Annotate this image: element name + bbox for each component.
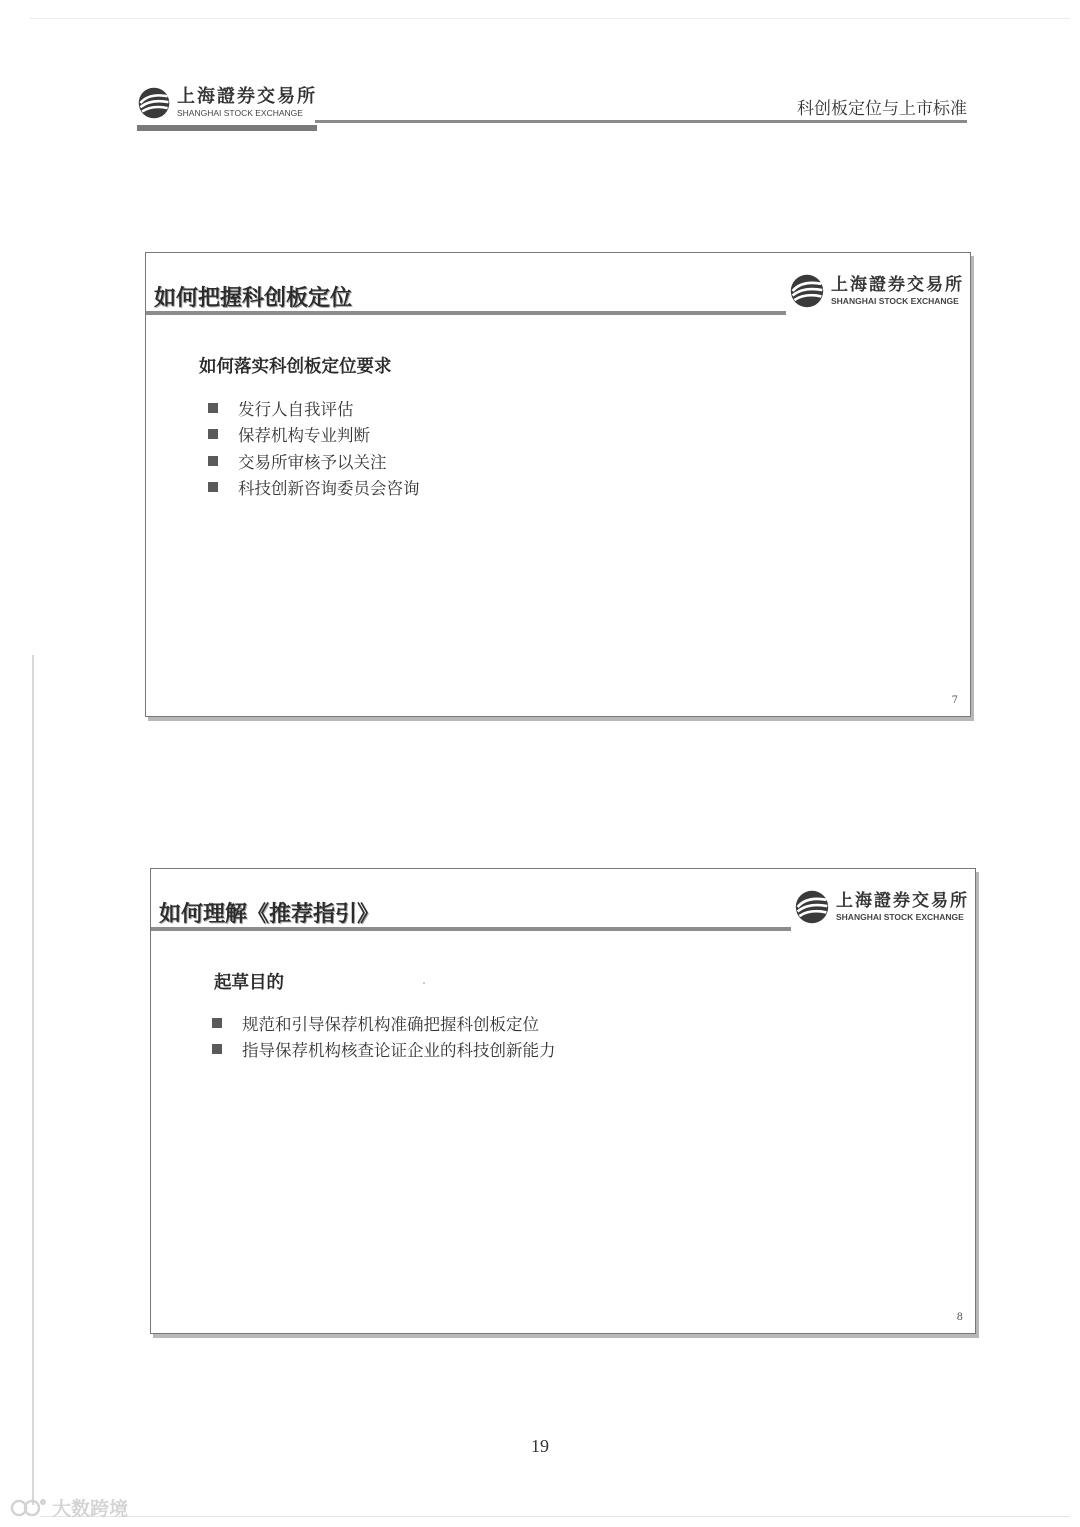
logo-en-text: SHANGHAI STOCK EXCHANGE [831,295,959,306]
slide-subheading: 起草目的 [214,973,284,993]
slide-title: 如何把握科创板定位 [154,286,353,311]
list-item [212,1036,556,1062]
watermark-text: 大数跨境 [52,1498,129,1520]
page-number: 19 [531,1436,549,1456]
logo-cn-text: 上海證券交易所 [177,86,317,108]
bullet-square-icon [208,456,218,466]
list-item [208,421,420,447]
slide-title-rule [146,311,786,315]
bullet-square-icon [212,1044,222,1054]
bullet-square-icon [208,403,218,413]
scan-speck [423,982,425,984]
page-header [137,80,969,140]
list-item [208,448,420,474]
bullet-square-icon [208,482,218,492]
bullet-text: 发行人自我评估 [238,400,354,420]
sse-logo-icon [789,273,825,309]
logo-en-text: SHANGHAI STOCK EXCHANGE [836,911,964,922]
bullet-text: 指导保荐机构核查论证企业的科技创新能力 [242,1041,556,1061]
bullet-list [208,395,420,500]
bullet-text: 交易所审核予以关注 [238,452,387,472]
watermark-logo-icon [10,1497,48,1519]
logo-cn-text: 上海證券交易所 [836,890,969,911]
slide-subheading: 如何落实科创板定位要求 [199,357,392,377]
list-item [208,395,420,421]
bullet-text: 保荐机构专业判断 [238,426,370,446]
document-title: 科创板定位与上市标准 [797,99,967,119]
slide-7 [145,252,971,717]
watermark [10,1494,128,1521]
slide-number: 7 [951,695,958,706]
logo-en-text: SHANGHAI STOCK EXCHANGE [177,108,303,119]
slide-number: 8 [956,1312,963,1323]
bullet-square-icon [212,1018,222,1028]
bullet-text: 规范和引导保荐机构准确把握科创板定位 [242,1015,539,1035]
sse-logo-icon [137,86,171,120]
bullet-list [212,1010,556,1063]
sse-logo [137,86,317,120]
sse-logo [794,889,969,925]
list-item [208,474,420,500]
bullet-text: 科技创新咨询委员会咨询 [238,479,420,499]
header-rule-accent [137,125,317,131]
slide-title-rule [151,927,791,931]
bullet-square-icon [208,429,218,439]
slide-title: 如何理解《推荐指引》 [159,902,380,927]
header-rule [315,120,967,123]
sse-logo [789,273,964,309]
sse-logo-icon [794,889,830,925]
logo-cn-text: 上海證券交易所 [831,274,964,295]
scan-edge-top [30,18,1070,19]
list-item [212,1010,556,1036]
scan-edge-bottom [40,1516,1070,1517]
scan-edge-left [32,655,34,1505]
slide-8 [150,868,976,1334]
